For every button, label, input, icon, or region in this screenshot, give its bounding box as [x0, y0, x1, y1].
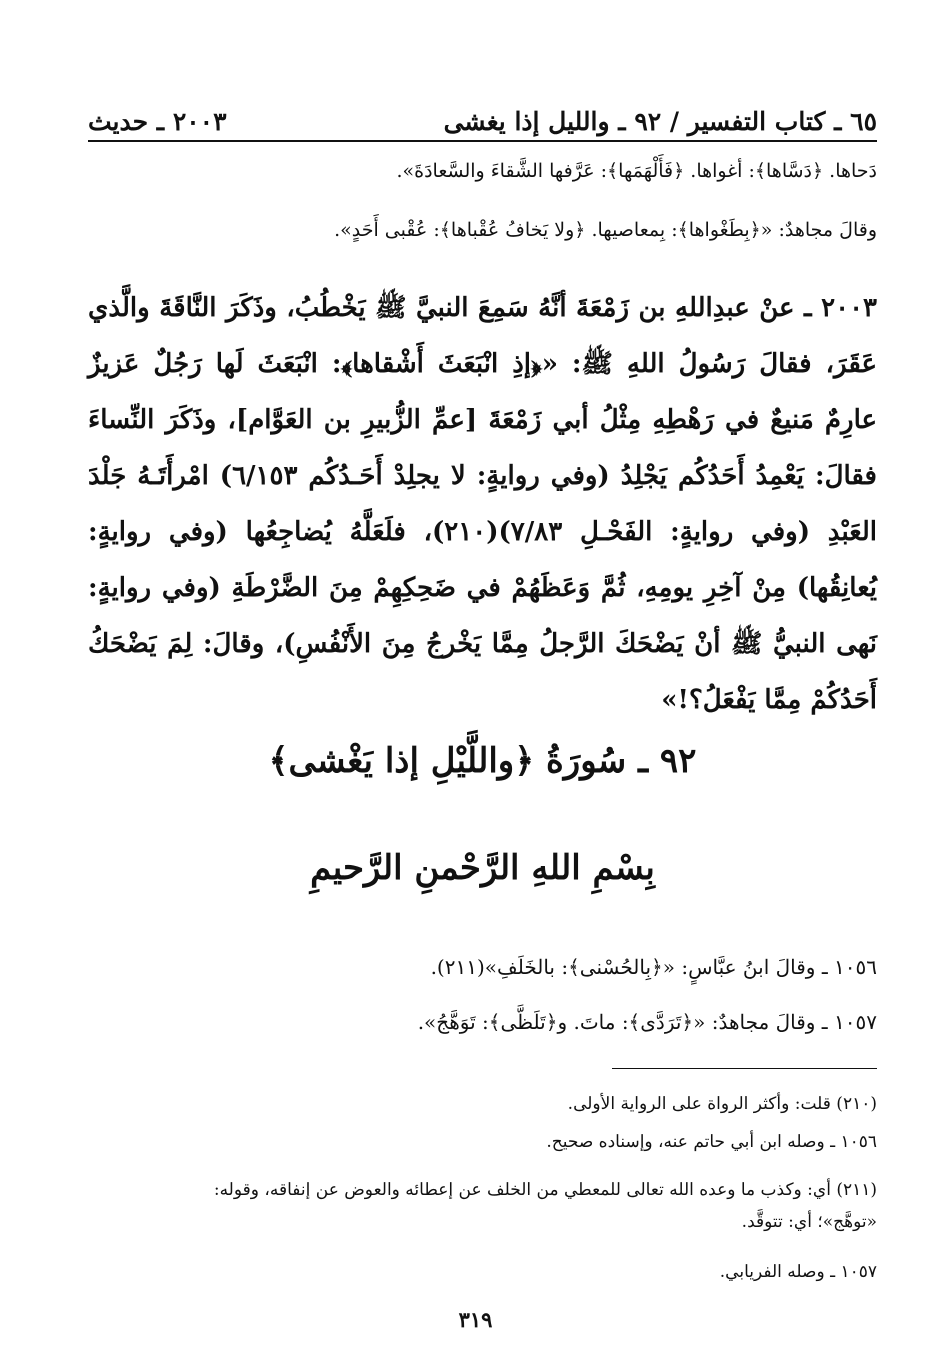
footnote-211-line-1: (٢١١) أي: وكذب ما وعده الله تعالى للمعطي من الخلف عن إعطائه والعوض عن إنفاقه، وقوله: — [213, 1180, 877, 1200]
intro-line-2: وقالَ مجاهدٌ: «﴿بِطَغْواها﴾: بِمعاصيها. ﴿ولا يَخافُ عُقْباها﴾: عُقْبى أَحَدٍ». — [334, 219, 877, 241]
basmala: بِسْمِ اللهِ الرَّحْمنِ الرَّحيمِ — [310, 848, 655, 888]
footnote-rule — [612, 1068, 877, 1069]
footnote-211-line-2: «توهَّج»؛ أي: تتوقَّد. — [741, 1212, 877, 1232]
intro-line-1: دَحاها. ﴿دَسَّاها﴾: أغواها. ﴿فَأَلْهَمَها﴾: عَرَّفها الشَّقاءَ والسَّعادَةَ». — [396, 160, 877, 182]
hadith-2003 — [88, 280, 877, 728]
page-number: ٣١٩ — [458, 1307, 493, 1332]
footnote-210: (٢١٠) قلت: وأكثر الرواة على الرواية الأولى. — [567, 1094, 877, 1114]
note-1057: ١٠٥٧ ـ وقالَ مجاهدٌ: «﴿تَرَدَّى﴾: ماتَ. و﴿تَلَظَّى﴾: تَوَهَّجُ». — [417, 1010, 877, 1034]
header-hadith-number: ٢٠٠٣ ـ حديث — [88, 107, 227, 136]
running-header — [88, 96, 877, 136]
footnote-1057: ١٠٥٧ ـ وصله الفريابي. — [719, 1262, 877, 1282]
note-1056: ١٠٥٦ ـ وقالَ ابنُ عبَّاسٍ: «﴿بِالحُسْنى﴾: بالخَلَفِ»(٢١١). — [430, 955, 877, 979]
hadith-text: ٢٠٠٣ ـ عنْ عبدِاللهِ بن زَمْعَةَ أنَّهُ سَمِعَ النبيَّ ﷺ يَخْطُبُ، وذَكَرَ النَّاقَةَ والَّذي عَقَرَ، فقالَ رَسُولُ اللهِ ﷺ: «﴿إذِ انْبَعَثَ أَشْقاها﴾: انْبَعَثَ لَها رَجُلٌ عَزيزٌ عارِمٌ مَنيعٌ في رَهْطِهِ مِثْلُ أبي زَمْعَةَ [عمِّ الزُّبيرِ بن العَوَّام]، وذَكَرَ النِّساءَ فقالَ: يَعْمِدُ أَحَدُكُم يَجْلِدُ (وفي روايةٍ: لا يجلِدْ أَحَـدُكُم ٦/١٥٣) امْرأَتَـهُ جَلْدَ العَبْدِ (وفي روايةٍ: الفَحْـلِ ٧/٨٣)(٢١٠)، فلَعَلَّهُ يُضاجِعُها (وفي روايةٍ: يُعانِقُها) مِنْ آخِرِ يومِهِ، ثُمَّ وَعَظَهُمْ في ضَحِكِهِمْ مِنَ الضَّرْطَةِ (وفي روايةٍ: نَهى النبيُّ ﷺ أنْ يَضْحَكَ الرَّجلُ مِمَّا يَخْرجُ مِنَ الأَنْفُسِ)، وقالَ: لِمَ يَضْحَكُ أَحَدُكُمْ مِمَّا يَفْعَلُ؟!» — [88, 293, 877, 715]
header-chapter-title: ٦٥ ـ كتاب التفسير / ٩٢ ـ والليل إذا يغشى — [443, 107, 877, 136]
surah-title: ٩٢ ـ سُورَةُ ﴿واللَّيْلِ إذا يَغْشى﴾ — [268, 741, 697, 781]
header-rule — [88, 140, 877, 142]
footnote-1056: ١٠٥٦ ـ وصله ابن أبي حاتم عنه، وإسناده صحيح. — [546, 1132, 877, 1152]
